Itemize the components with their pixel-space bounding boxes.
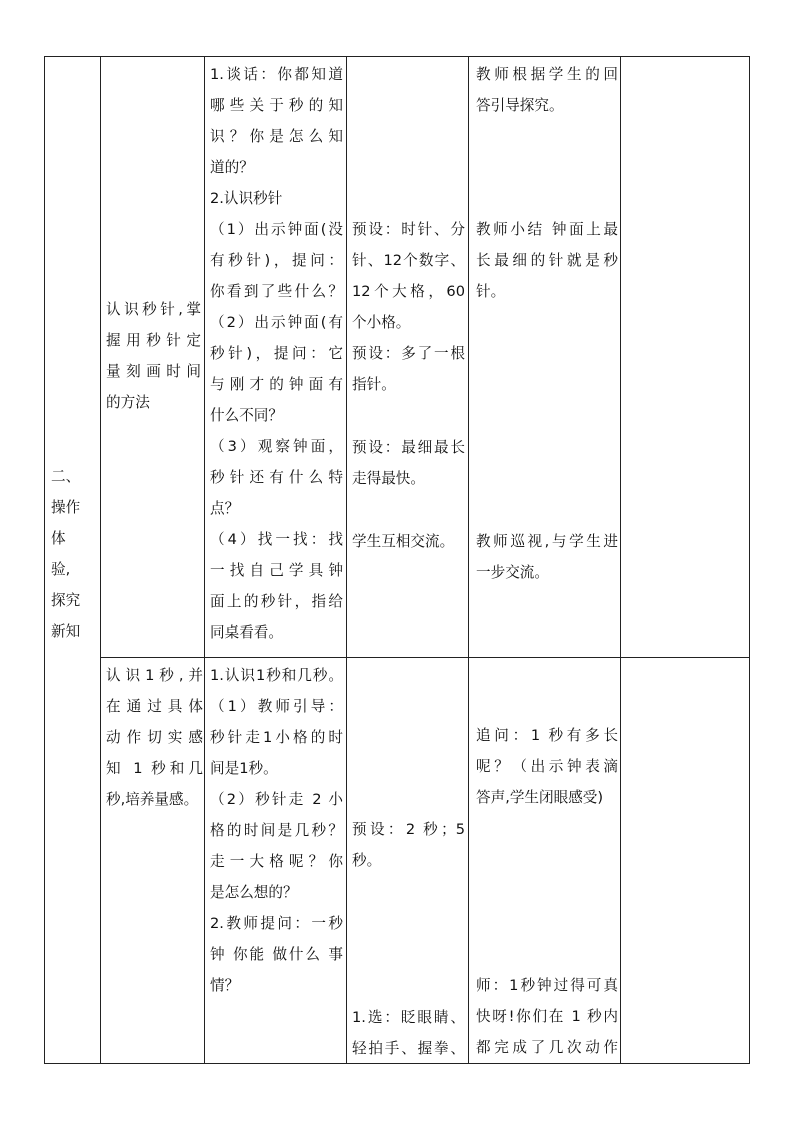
content-line: 间是1秒。 [210, 760, 278, 777]
row2-teacher-cell [476, 720, 618, 813]
stage-line: 操作 [51, 499, 81, 516]
column-divider [100, 56, 101, 1064]
row-divider [100, 657, 750, 658]
student-line: 轻拍手、握拳、 [352, 1040, 465, 1057]
content-line: 有秒针)，提问： [210, 252, 343, 269]
student-line: 秒。 [352, 852, 382, 869]
teacher-line: 追问：1 秒有多长 [476, 727, 618, 744]
row1-goal-cell [106, 294, 201, 418]
teacher-line: 都完成了几次动作 [476, 1039, 618, 1056]
content-line: （3）观察钟面， [210, 438, 343, 455]
column-divider [468, 56, 469, 1064]
content-line: （2）秒针走 2 小 [210, 791, 343, 808]
teacher-line: 教师根据学生的回 [476, 66, 618, 83]
content-line: 道的？ [210, 159, 254, 176]
student-line: 1.选：眨眼睛、 [352, 1009, 465, 1026]
row2-student-cell [352, 814, 465, 876]
row2-teacher-cell-2 [476, 970, 618, 1063]
goal-line: 认识秒针,掌 [106, 301, 201, 318]
row2-student-cell-2 [352, 1002, 465, 1064]
goal-line: 秒,培养量感。 [106, 791, 199, 808]
teacher-line: 针。 [476, 283, 506, 300]
student-line: 预设：最细最长 [352, 439, 465, 456]
teacher-line: 师：1秒钟过得可真 [476, 977, 618, 994]
teacher-line: 一步交流。 [476, 564, 549, 581]
content-line: 2.教师提问：一秒 [210, 915, 343, 932]
content-line: 一找自己学具钟 [210, 562, 343, 579]
content-line: 是怎么想的？ [210, 884, 298, 901]
row1-student-cell [352, 214, 465, 400]
student-line: 针、12个数字、 [352, 252, 465, 269]
goal-line: 握用秒针定 [106, 332, 201, 349]
student-line: 预设：时针、分 [352, 221, 465, 238]
content-line: 情？ [210, 977, 240, 994]
content-line: （1）教师引导： [210, 698, 343, 715]
stage-line: 体 [51, 530, 66, 547]
content-line: 秒针还有什么特 [210, 469, 343, 486]
lesson-plan-table [44, 56, 750, 1064]
goal-line: 的方法 [106, 394, 150, 411]
content-line: 2.认识秒针 [210, 190, 283, 207]
student-line: 预设：2 秒；5 [352, 821, 465, 838]
teacher-line: 答声,学生闭眼感受) [476, 789, 604, 806]
row1-student-cell-2 [352, 432, 465, 494]
row1-teacher-cell [476, 59, 618, 121]
teacher-line: 长最细的针就是秒 [476, 252, 618, 269]
stage-line: 二、 [51, 468, 81, 485]
column-divider [204, 56, 205, 1064]
teacher-line: 呢？（出示钟表滴 [476, 758, 618, 775]
content-line: 走一大格呢？你 [210, 853, 343, 870]
student-line: 12个大格，60 [352, 283, 465, 300]
row2-goal-cell [106, 660, 203, 815]
content-line: 你看到了些什么？ [210, 283, 343, 300]
student-line: 个小格。 [352, 314, 411, 331]
content-line: 格的时间是几秒？ [210, 822, 343, 839]
row1-teacher-cell-2 [476, 214, 618, 307]
stage-cell [51, 461, 97, 647]
content-line: 哪些关于秒的知 [210, 97, 343, 114]
row1-teacher-cell-3 [476, 526, 618, 588]
column-divider [620, 56, 621, 1064]
row1-student-cell-3 [352, 526, 465, 557]
goal-line: 认识1秒,并 [106, 667, 203, 684]
content-line: 与刚才的钟面有 [210, 376, 343, 393]
stage-line: 探究 [51, 592, 81, 609]
stage-line: 新知 [51, 623, 81, 640]
student-line: 学生互相交流。 [352, 533, 455, 550]
content-line: 同桌看看。 [210, 624, 283, 641]
table-border-left [44, 56, 45, 1064]
teacher-line: 快呀!你们在 1 秒内 [476, 1008, 618, 1025]
content-line: 1.谈话：你都知道 [210, 66, 343, 83]
content-line: （4）找一找：找 [210, 531, 343, 548]
goal-line: 知 1 秒和几 [106, 760, 203, 777]
teacher-line: 教师小结 钟面上最 [476, 221, 618, 238]
student-line: 预设：多了一根 [352, 345, 465, 362]
content-line: 点？ [210, 500, 240, 517]
row2-content-cell [210, 660, 343, 1001]
goal-line: 动作切实感 [106, 729, 203, 746]
content-line: 识？你是怎么知 [210, 128, 343, 145]
content-line: 1.认识1秒和几秒。 [210, 667, 343, 684]
content-line: （2）出示钟面(有 [210, 314, 343, 331]
teacher-line: 教师巡视,与学生进 [476, 533, 618, 550]
column-divider [346, 56, 347, 1064]
table-border-top [44, 56, 750, 57]
row1-content-cell [210, 59, 343, 648]
content-line: 秒针)，提问：它 [210, 345, 343, 362]
stage-line: 验, [51, 561, 71, 578]
teacher-line: 答引导探究。 [476, 97, 564, 114]
goal-line: 在通过具体 [106, 698, 203, 715]
table-border-right [749, 56, 750, 1064]
content-line: 秒针走1小格的时 [210, 729, 343, 746]
student-line: 指针。 [352, 376, 396, 393]
goal-line: 量刻画时间 [106, 363, 201, 380]
content-line: 钟 你能 做什么 事 [210, 946, 343, 963]
content-line: 面上的秒针，指给 [210, 593, 343, 610]
content-line: （1）出示钟面(没 [210, 221, 343, 238]
student-line: 走得最快。 [352, 470, 425, 487]
content-line: 什么不同？ [210, 407, 283, 424]
